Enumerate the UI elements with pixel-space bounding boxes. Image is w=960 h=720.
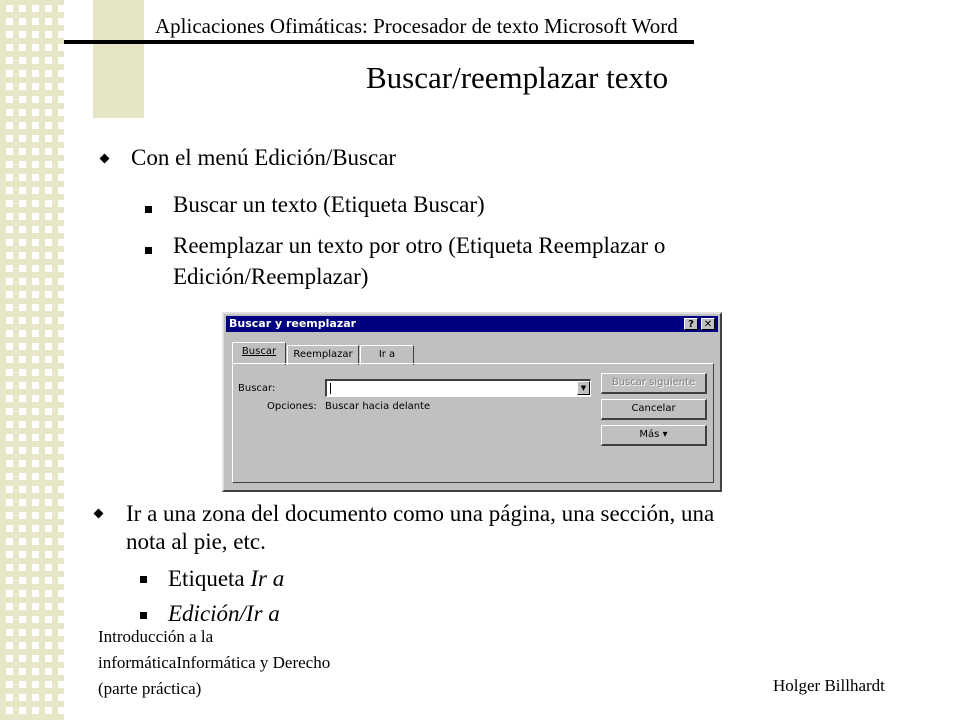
goto-tab-name: Ir a xyxy=(250,566,285,591)
bullet-replace-line1: Reemplazar un texto por otro (Etiqueta Reemplazar o xyxy=(173,233,666,258)
tab-buscar-label: Buscar xyxy=(241,346,277,357)
more-button[interactable]: Más ▾ xyxy=(601,425,707,446)
find-input[interactable] xyxy=(325,379,591,397)
decorative-tan-block xyxy=(93,0,144,118)
text-caret xyxy=(330,383,331,394)
bullet-goto-line1: Ir a una zona del documento como una página, una sección, una xyxy=(126,501,715,526)
bullet-find-item: Buscar un texto (Etiqueta Buscar) xyxy=(173,192,485,217)
find-replace-dialog xyxy=(222,312,722,492)
square-bullet-icon xyxy=(145,206,152,213)
cancel-button[interactable]: Cancelar xyxy=(601,399,707,420)
tab-reemplazar-label: Reemplazar xyxy=(293,349,353,360)
dialog-titlebar xyxy=(226,316,718,332)
tab-ir-a[interactable] xyxy=(360,345,414,365)
tab-reemplazar[interactable] xyxy=(287,345,359,365)
tab-buscar[interactable] xyxy=(232,342,286,365)
options-label: Opciones: xyxy=(267,401,317,412)
square-bullet-icon xyxy=(145,247,152,254)
bullet-replace-item xyxy=(173,230,853,292)
close-icon[interactable]: ✕ xyxy=(701,318,715,330)
course-title: Aplicaciones Ofimáticas: Procesador de texto Microsoft Word xyxy=(155,14,678,38)
decorative-checker-strip xyxy=(0,0,64,720)
goto-tab-prefix: Etiqueta xyxy=(168,566,251,591)
dialog-title: Buscar y reemplazar xyxy=(229,317,357,330)
header-rule xyxy=(64,40,694,44)
find-label: Buscar: xyxy=(238,383,276,394)
find-next-button[interactable]: Buscar siguiente xyxy=(601,373,707,394)
bullet-replace-line2: Edición/Reemplazar) xyxy=(173,264,369,289)
bullet-goto-line2: nota al pie, etc. xyxy=(126,529,266,554)
footer-author: Holger Billhardt xyxy=(773,676,885,695)
slide-title: Buscar/reemplazar texto xyxy=(366,60,669,95)
bullet-goto-menu: Edición/Ir a xyxy=(168,601,280,626)
diamond-bullet-icon xyxy=(94,509,104,519)
footer-course xyxy=(98,624,398,702)
bullet-goto-intro xyxy=(126,500,906,556)
square-bullet-icon xyxy=(140,612,147,619)
footer-line3: (parte práctica) xyxy=(98,679,202,698)
square-bullet-icon xyxy=(140,576,147,583)
options-value: Buscar hacia delante xyxy=(325,401,431,412)
bullet-menu-intro: Con el menú Edición/Buscar xyxy=(131,145,397,170)
bullet-goto-tab xyxy=(168,563,284,594)
footer-line1: Introducción a la xyxy=(98,627,214,646)
diamond-bullet-icon xyxy=(100,154,110,164)
tab-ir-a-label: Ir a xyxy=(378,349,396,360)
chevron-down-icon[interactable]: ▼ xyxy=(577,381,590,395)
help-icon[interactable]: ? xyxy=(684,318,698,330)
footer-line2: informáticaInformática y Derecho xyxy=(98,653,331,672)
